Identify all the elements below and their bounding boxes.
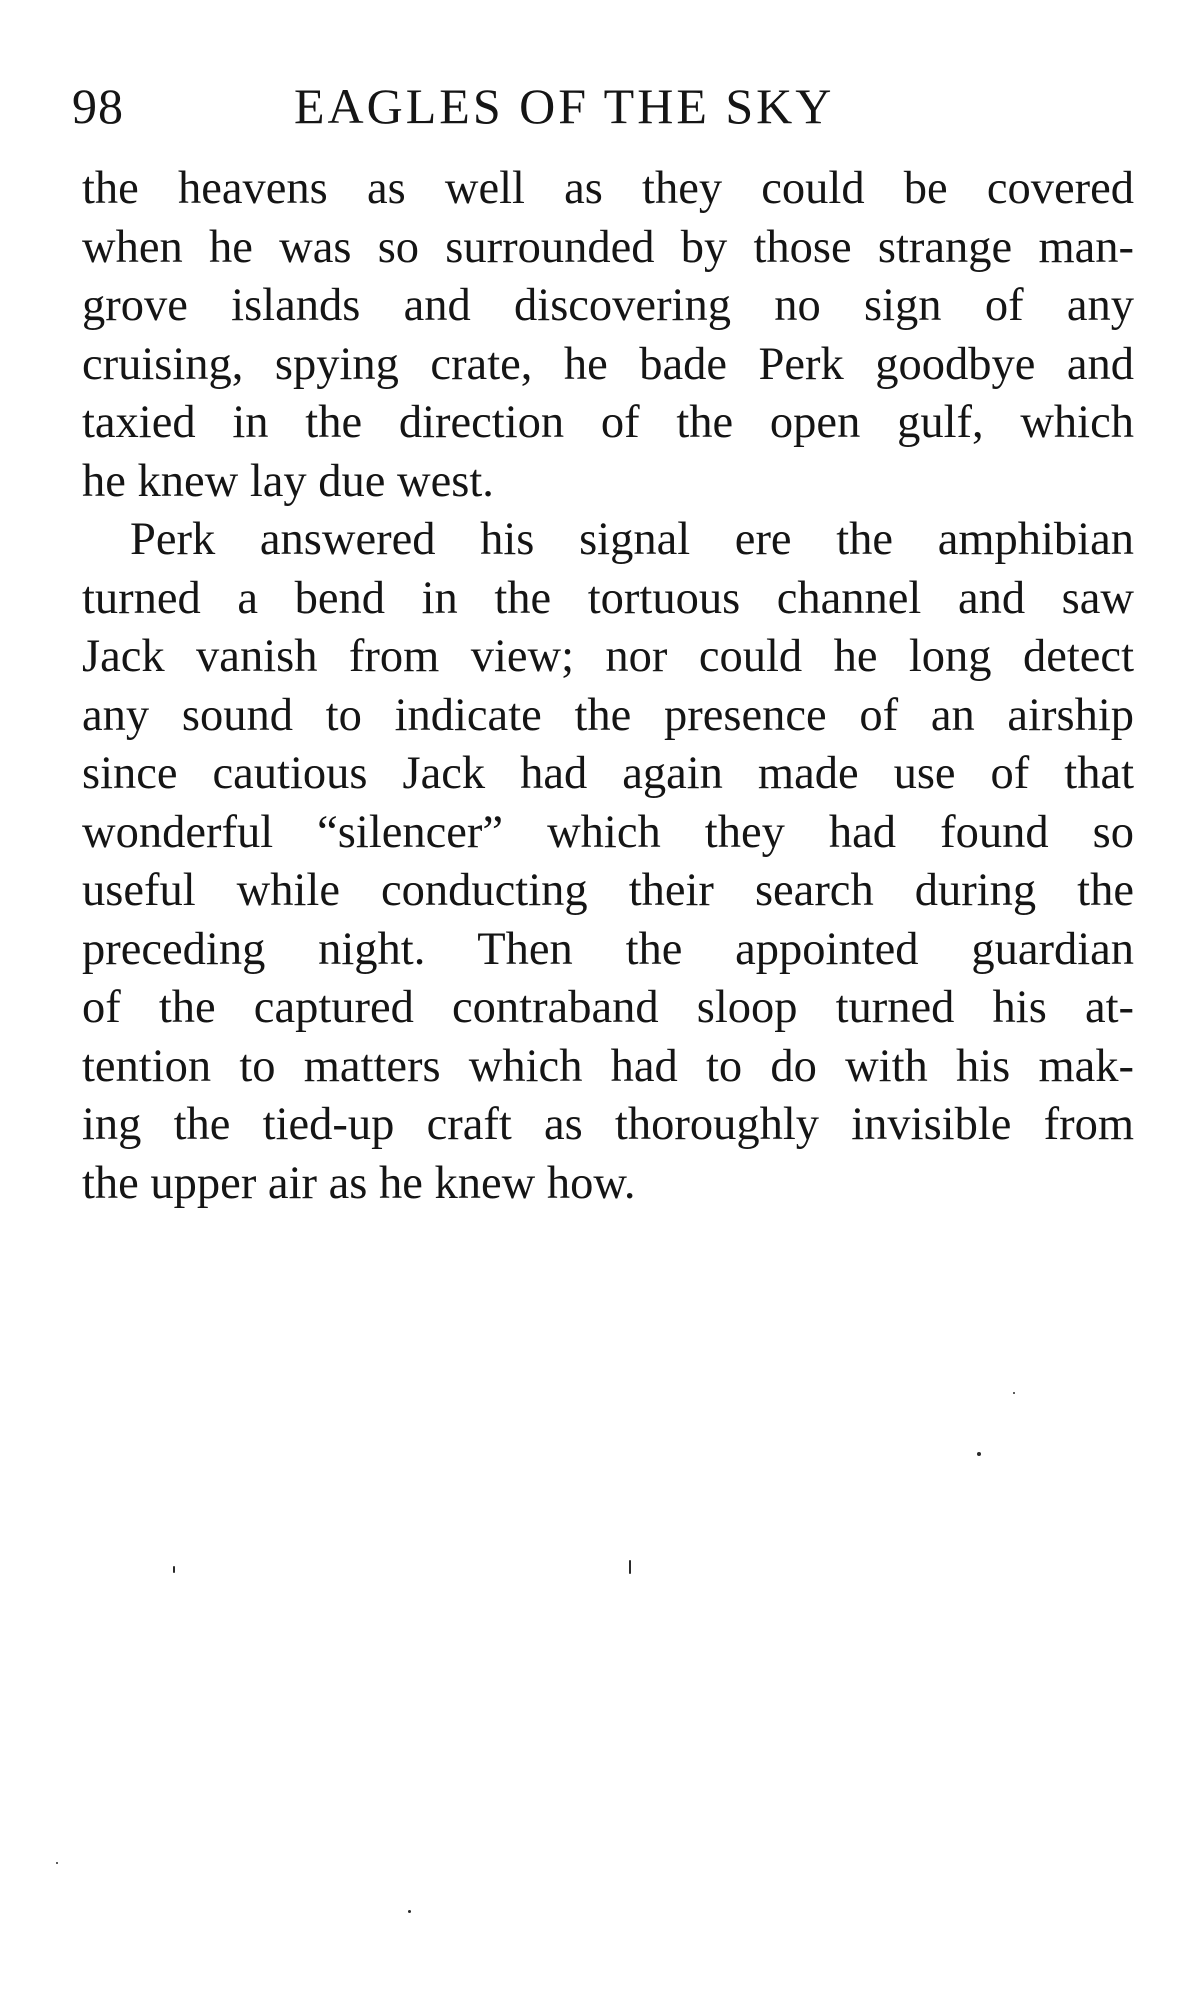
text-line: grove islands and discovering no sign of any [82,280,1134,331]
text-line: tention to matters which had to do with his mak- [82,1040,1134,1092]
text-line: cruising, spying crate, he bade Perk goodbye and [82,338,1134,390]
text-line: the heavens as well as they could be covered [82,163,1134,214]
text-line: Jack vanish from view; nor could he long detect [82,631,1134,682]
running-title: EAGLES OF THE SKY [294,78,835,134]
scan-speck [629,1560,631,1574]
text-line: wonderful “silencer” which they had found so [82,806,1134,858]
text-line: the upper air as he knew how. [82,1157,636,1209]
scan-speck [408,1910,411,1913]
paragraph-1 [82,160,1134,511]
text-line: useful while conducting their search during the [82,865,1134,916]
scan-speck [173,1566,175,1573]
scan-speck [56,1862,58,1864]
scan-speck [1013,1392,1015,1394]
text-line: turned a bend in the tortuous channel and saw [82,572,1134,624]
body-text [82,160,1134,1213]
text-line: he knew lay due west. [82,455,494,507]
text-line: when he was so surrounded by those strange man- [82,221,1134,273]
scan-speck [977,1452,981,1456]
text-line: of the captured contraband sloop turned his at- [82,982,1134,1033]
text-line: since cautious Jack had again made use of that [82,748,1134,799]
text-line: Perk answered his signal ere the amphibian [130,514,1134,565]
text-line: any sound to indicate the presence of an airship [82,689,1134,741]
paragraph-2 [82,511,1134,1213]
running-head [72,76,1122,136]
text-line: preceding night. Then the appointed guardian [82,923,1134,975]
page-number: 98 [72,78,124,134]
text-line: taxied in the direction of the open gulf, which [82,397,1134,448]
text-line: ing the tied-up craft as thoroughly invisible from [82,1099,1134,1150]
